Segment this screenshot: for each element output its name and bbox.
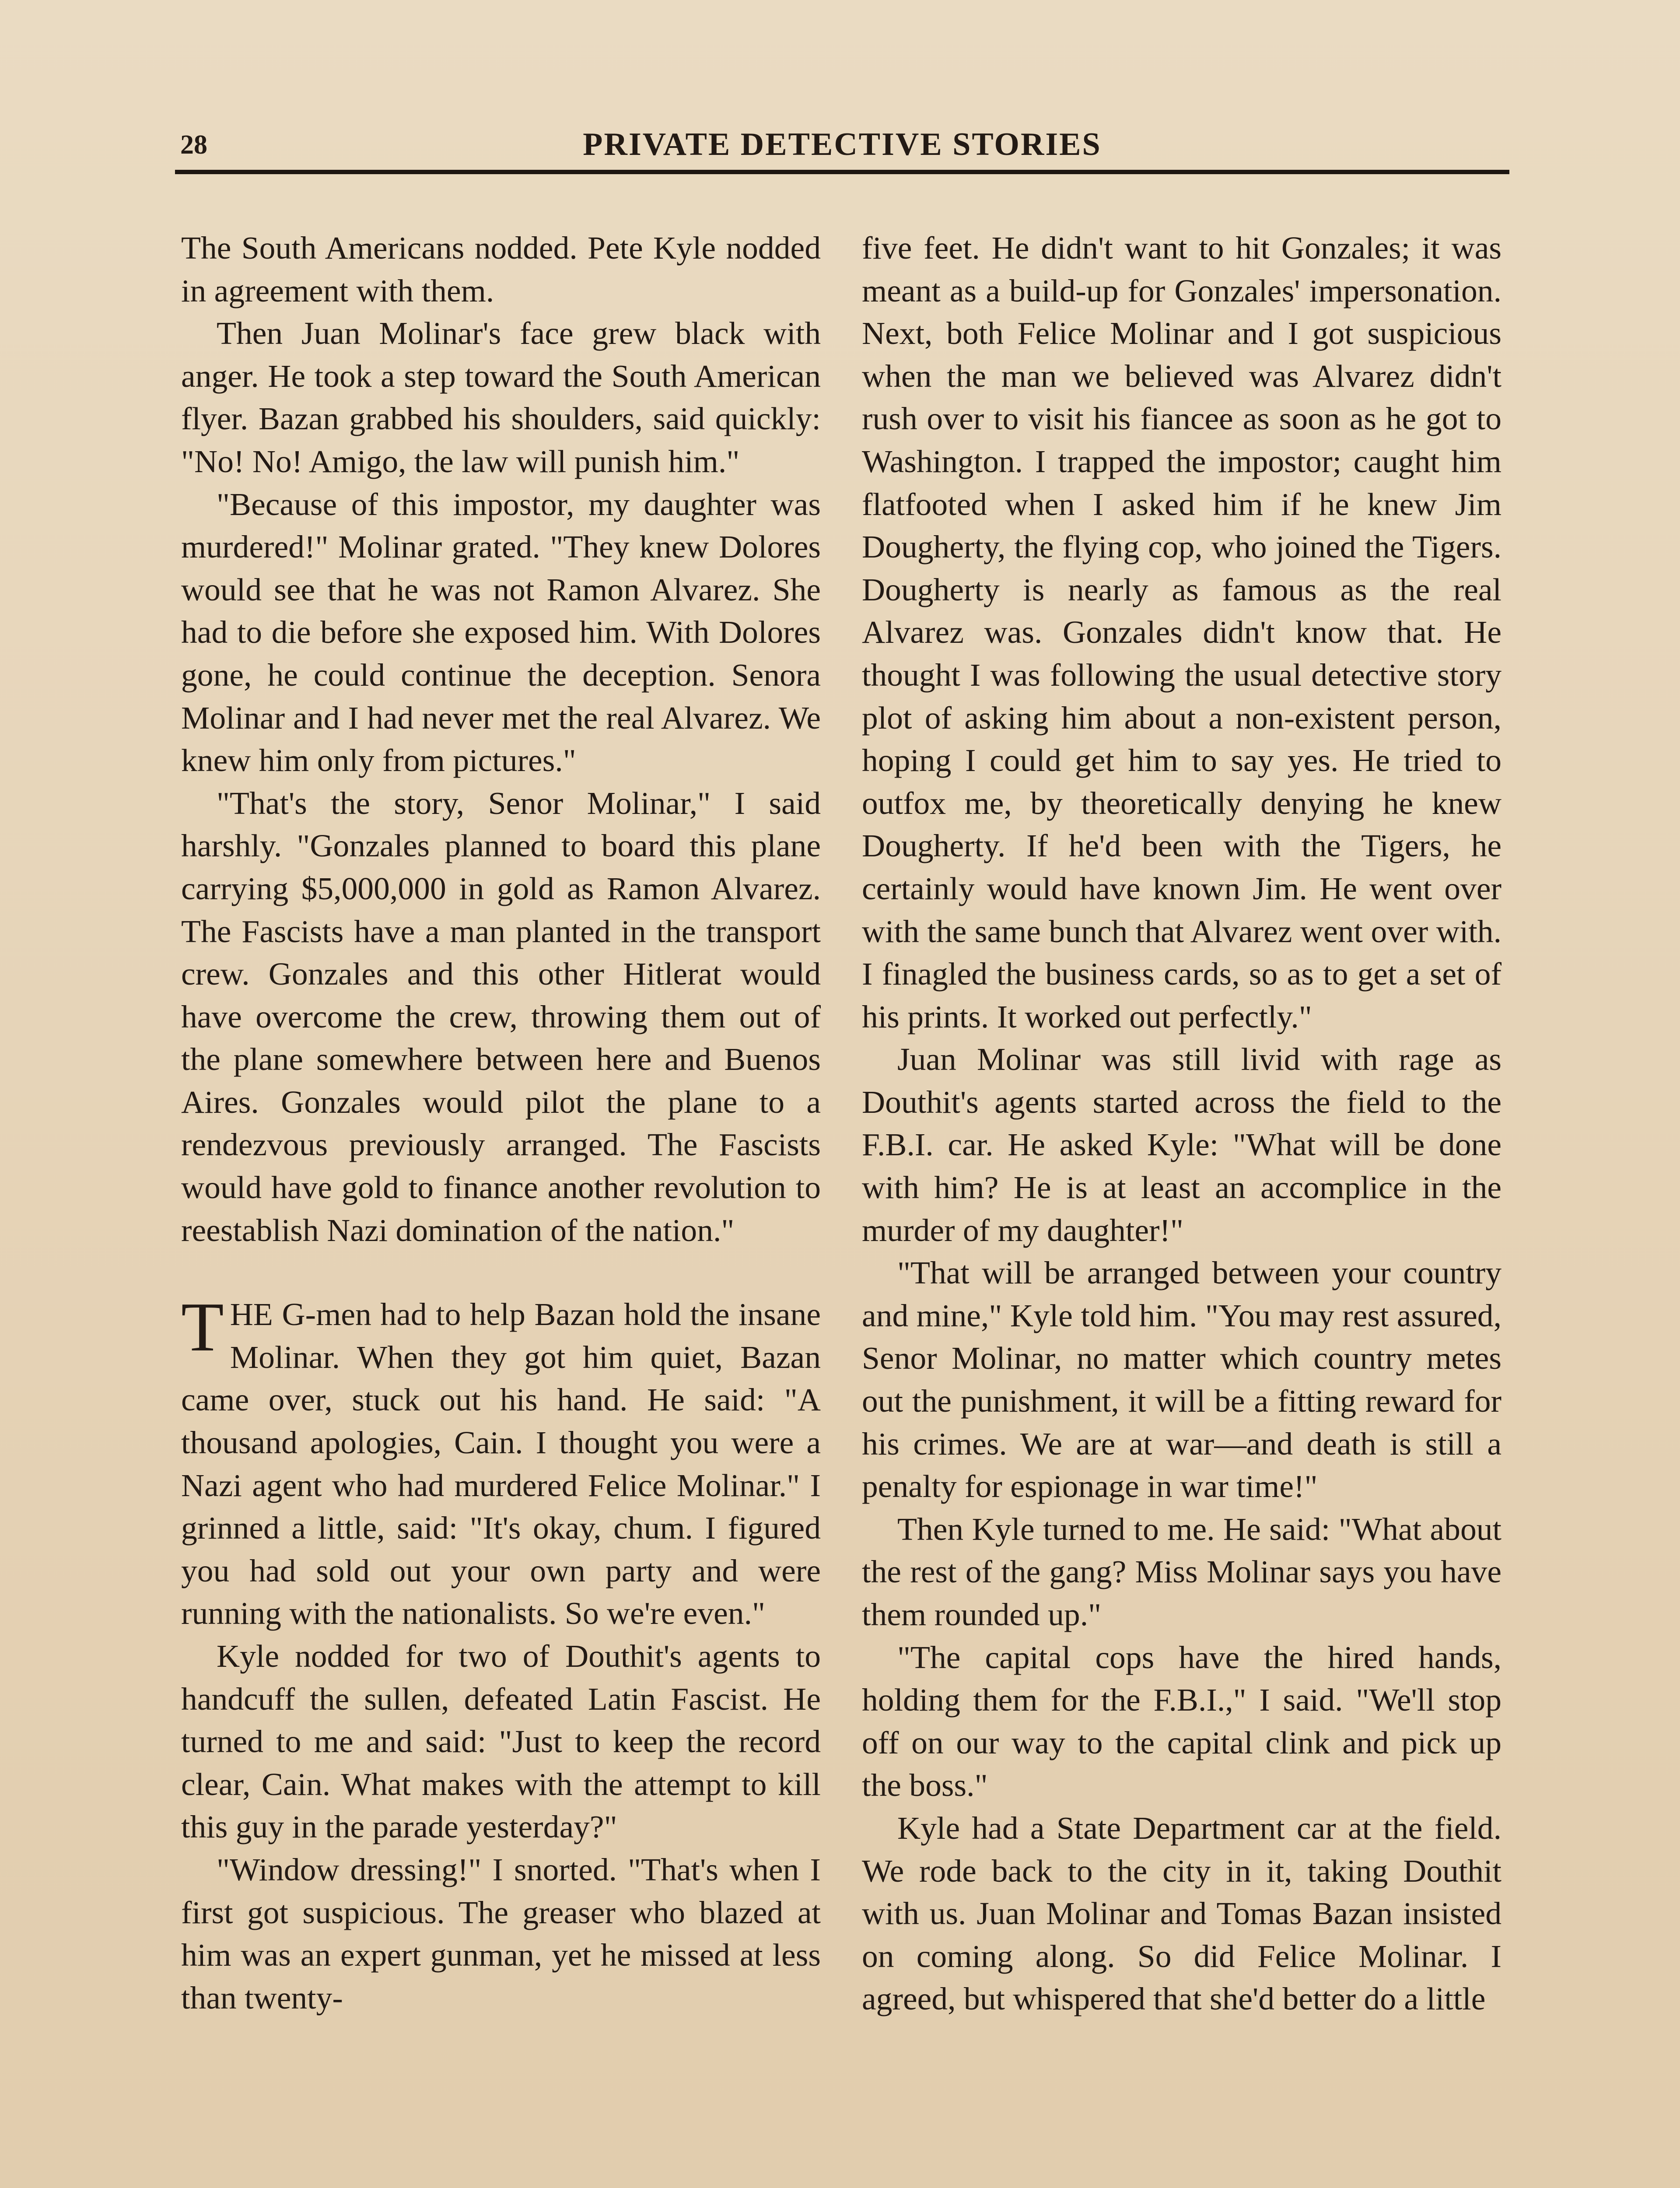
right-column [862, 227, 1502, 2020]
page-number: 28 [180, 130, 207, 160]
drop-cap: T [181, 1288, 224, 1366]
header-rule [175, 170, 1509, 174]
section-paragraph [181, 1288, 821, 1635]
left-column [181, 227, 821, 2019]
paragraph: "Window dressing!" I snorted. "That's when I first got suspicious. The greaser who blazed at him was an expert gunman, yet he missed at less than twenty- [181, 1851, 821, 2016]
running-title: PRIVATE DETECTIVE STORIES [583, 126, 1102, 162]
paragraph: Kyle had a State Department car at the field. We rode back to the city in it, taking Douthit with us. Juan Molinar and Tomas Bazan insisted on coming along. So did Felice Molinar. I agreed, but whispered that she'd better do a little [862, 1809, 1502, 2017]
paragraph-text: HE G-men had to help Bazan hold the insane Molinar. When they got him quiet, Bazan came over, stuck out his hand. He said: "A thousand apologies, Cain. I thought you were a Nazi agent who had murdered Felice Molinar." I grinned a little, said: "It's okay, chum. I figured you had sold out your own party and were running with the nationalists. So we're even." [181, 1296, 821, 1631]
paragraph: The South Americans nodded. Pete Kyle nodded in agreement with them. [181, 230, 821, 309]
paragraph: five feet. He didn't want to hit Gonzales; it was meant as a build-up for Gonzales' impersonation. Next, both Felice Molinar and I got suspicious when the man we believed was Alvarez didn't rush over to visit his fiancee as soon as he got to Washington. I trapped the impostor; caught him flatfooted when I asked him if he knew Jim Dougherty, the flying cop, who joined the Tigers. Dougherty is nearly as famous as the real Alvarez was. Gonzales didn't know that. He thought I was following the usual detective story plot of asking him about a non-existent person, hoping I could get him to say yes. He tried to outfox me, by theoretically denying he knew Dougherty. If he'd been with the Tigers, he certainly would have known Jim. He went over with the same bunch that Alvarez went over with. I finagled the business cards, so as to get a set of his prints. It worked out perfectly." [862, 230, 1502, 1034]
paragraph: Then Juan Molinar's face grew black with anger. He took a step toward the South American flyer. Bazan grabbed his shoulders, said quickly: "No! No! Amigo, the law will punish him." [181, 315, 821, 479]
paragraph: Kyle nodded for two of Douthit's agents to handcuff the sullen, defeated Latin Fascist. He turned to me and said: "Just to keep the record clear, Cain. What makes with the attempt to kill this guy in the parade yesterday?" [181, 1638, 821, 1845]
paragraph: Then Kyle turned to me. He said: "What about the rest of the gang? Miss Molinar says you have them rounded up." [862, 1511, 1502, 1632]
paragraph: "The capital cops have the hired hands, holding them for the F.B.I.," I said. "We'll stop off on our way to the capital clink and pick up the boss." [862, 1639, 1502, 1803]
page-header [175, 123, 1509, 167]
paragraph: Juan Molinar was still livid with rage as Douthit's agents started across the field to the F.B.I. car. He asked Kyle: "What will be done with him? He is at least an accomplice in the murder of my daughter!" [862, 1041, 1502, 1248]
paragraph: "That's the story, Senor Molinar," I said harshly. "Gonzales planned to board this plane carrying $5,000,000 in gold as Ramon Alvarez. The Fascists have a man planted in the transport crew. Gonzales and this other Hitlerat would have overcome the crew, throwing them out of the plane somewhere between here and Buenos Aires. Gonzales would pilot the plane to a rendezvous previously arranged. The Fascists would have gold to finance another revolution to reestablish Nazi domination of the nation." [181, 785, 821, 1248]
paragraph: "That will be arranged between your country and mine," Kyle told him. "You may rest assured, Senor Molinar, no matter which country metes out the punishment, it will be a fitting reward for his crimes. We are at war—and death is still a penalty for espionage in war time!" [862, 1255, 1502, 1504]
paragraph: "Because of this impostor, my daughter was murdered!" Molinar grated. "They knew Dolores would see that he was not Ramon Alvarez. She had to die before she exposed him. With Dolores gone, he could continue the deception. Senora Molinar and I had never met the real Alvarez. We knew him only from pictures." [181, 486, 821, 778]
